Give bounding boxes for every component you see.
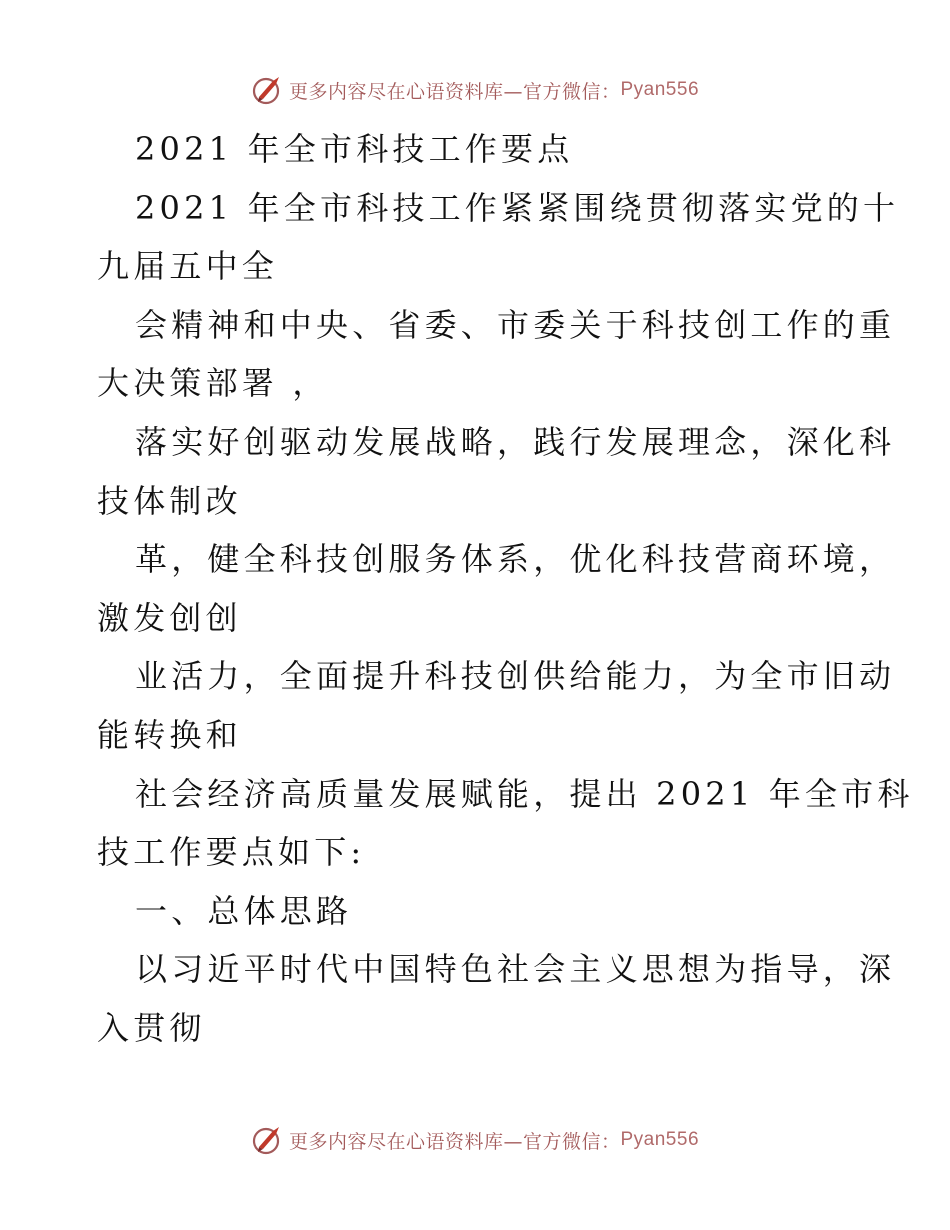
watermark-wechat-id: Pyan556 bbox=[620, 79, 700, 100]
doc-line: 技体制改 bbox=[97, 481, 242, 520]
doc-line: 能转换和 bbox=[97, 715, 242, 754]
doc-line: 大决策部署 ， bbox=[97, 364, 329, 403]
doc-line: 会精神和中央、省委、市委关于科技创工作的重 bbox=[135, 305, 896, 344]
doc-line: 社会经济高质量发展赋能，提出 2021 年全市科 bbox=[135, 774, 914, 813]
doc-line: 革，健全科技创服务体系，优化科技营商环境， bbox=[135, 540, 896, 579]
doc-title: 2021 年全市科技工作要点 bbox=[135, 130, 574, 168]
section-heading: 一、总体思路 bbox=[135, 891, 353, 930]
header-watermark bbox=[0, 70, 950, 110]
watermark-text: 更多内容尽在心语资料库—官方微信： bbox=[288, 1130, 621, 1153]
quill-pen-logo-icon bbox=[251, 73, 285, 107]
doc-line: 九届五中全 bbox=[97, 247, 279, 286]
quill-pen-logo-icon bbox=[251, 1123, 285, 1157]
watermark-text: 更多内容尽在心语资料库—官方微信： bbox=[288, 80, 621, 103]
watermark-wechat-id: Pyan556 bbox=[620, 1129, 700, 1150]
doc-line: 入贯彻 bbox=[97, 1008, 206, 1047]
doc-line: 落实好创驱动发展战略，践行发展理念，深化科 bbox=[135, 422, 896, 461]
footer-watermark bbox=[0, 1120, 950, 1160]
doc-line: 技工作要点如下: bbox=[97, 833, 366, 872]
document-body bbox=[97, 120, 914, 1058]
doc-line: 2021 年全市科技工作紧紧围绕贯彻落实党的十 bbox=[135, 188, 900, 227]
doc-line: 业活力，全面提升科技创供给能力，为全市旧动 bbox=[135, 657, 896, 696]
doc-line: 以习近平时代中国特色社会主义思想为指导，深 bbox=[135, 950, 896, 989]
doc-line: 激发创创 bbox=[97, 598, 242, 637]
